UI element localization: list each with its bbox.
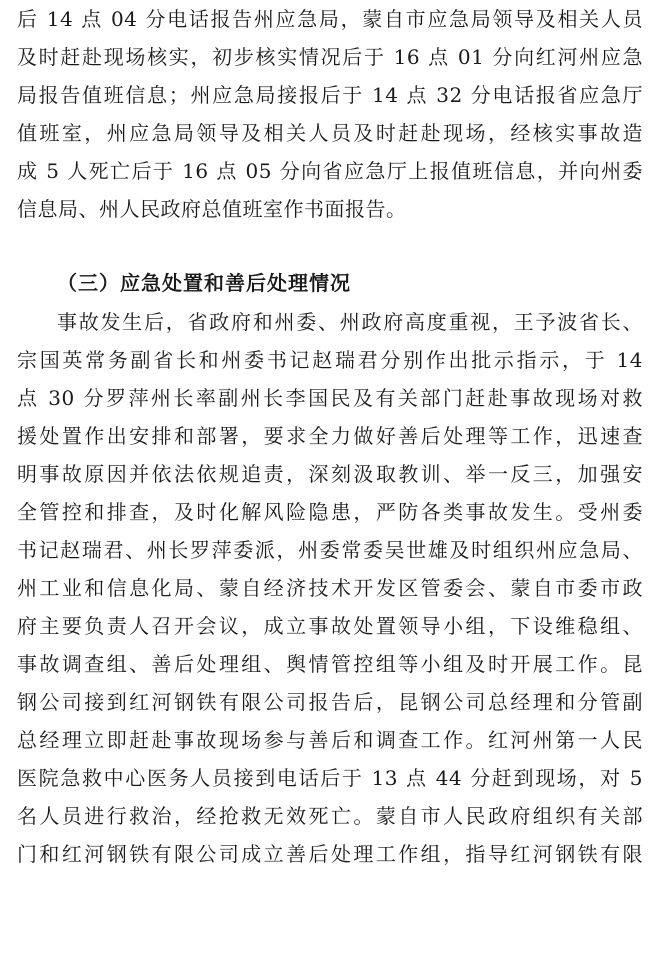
paragraph2-line-3: 点 30 分罗萍州长率副州长李国民及有关部门赶赴事故现场对救 <box>17 386 643 410</box>
paragraph2-line-15: 门和红河钢铁有限公司成立善后处理工作组，指导红河钢铁有限 <box>17 842 643 866</box>
paragraph2-line-5: 明事故原因并依法依规追责，深刻汲取教训、举一反三，加强安 <box>17 462 643 486</box>
paragraph1-line-3: 局报告值班信息；州应急局接报后于 14 点 32 分电话报省应急厅 <box>17 83 643 107</box>
paragraph2-line-1: 事故发生后，省政府和州委、州政府高度重视，王予波省长、 <box>57 310 643 334</box>
paragraph2-line-12: 总经理立即赶赴事故现场参与善后和调查工作。红河州第一人民 <box>17 728 643 752</box>
paragraph2-line-7: 书记赵瑞君、州长罗萍委派，州委常委吴世雄及时组织州应急局、 <box>17 538 643 562</box>
paragraph2-line-4: 援处置作出安排和部署，要求全力做好善后处理等工作，迅速查 <box>17 424 643 448</box>
paragraph2-line-6: 全管控和排查，及时化解风险隐患，严防各类事故发生。受州委 <box>17 500 643 524</box>
section-heading: （三）应急处置和善后处理情况 <box>57 271 351 295</box>
paragraph1-line-6: 信息局、州人民政府总值班室作书面报告。 <box>17 197 407 221</box>
paragraph2-line-14: 名人员进行救治，经抢救无效死亡。蒙自市人民政府组织有关部 <box>17 804 643 828</box>
paragraph1-line-5: 成 5 人死亡后于 16 点 05 分向省应急厅上报值班信息，并向州委 <box>17 159 643 183</box>
paragraph1-line-1: 后 14 点 04 分电话报告州应急局，蒙自市应急局领导及相关人员 <box>17 7 643 31</box>
paragraph2-line-8: 州工业和信息化局、蒙自经济技术开发区管委会、蒙自市委市政 <box>17 576 643 600</box>
paragraph2-line-13: 医院急救中心医务人员接到电话后于 13 点 44 分赶到现场，对 5 <box>17 766 643 790</box>
paragraph2-line-10: 事故调查组、善后处理组、舆情管控组等小组及时开展工作。昆 <box>17 652 643 676</box>
paragraph2-line-2: 宗国英常务副省长和州委书记赵瑞君分别作出批示指示，于 14 <box>17 348 643 372</box>
paragraph1-line-4: 值班室，州应急局领导及相关人员及时赶赴现场，经核实事故造 <box>17 121 643 145</box>
paragraph2-line-9: 府主要负责人召开会议，成立事故处置领导小组，下设维稳组、 <box>17 614 643 638</box>
paragraph2-line-11: 钢公司接到红河钢铁有限公司报告后，昆钢公司总经理和分管副 <box>17 690 643 714</box>
paragraph1-line-2: 及时赶赴现场核实，初步核实情况后于 16 点 01 分向红河州应急 <box>17 45 643 69</box>
